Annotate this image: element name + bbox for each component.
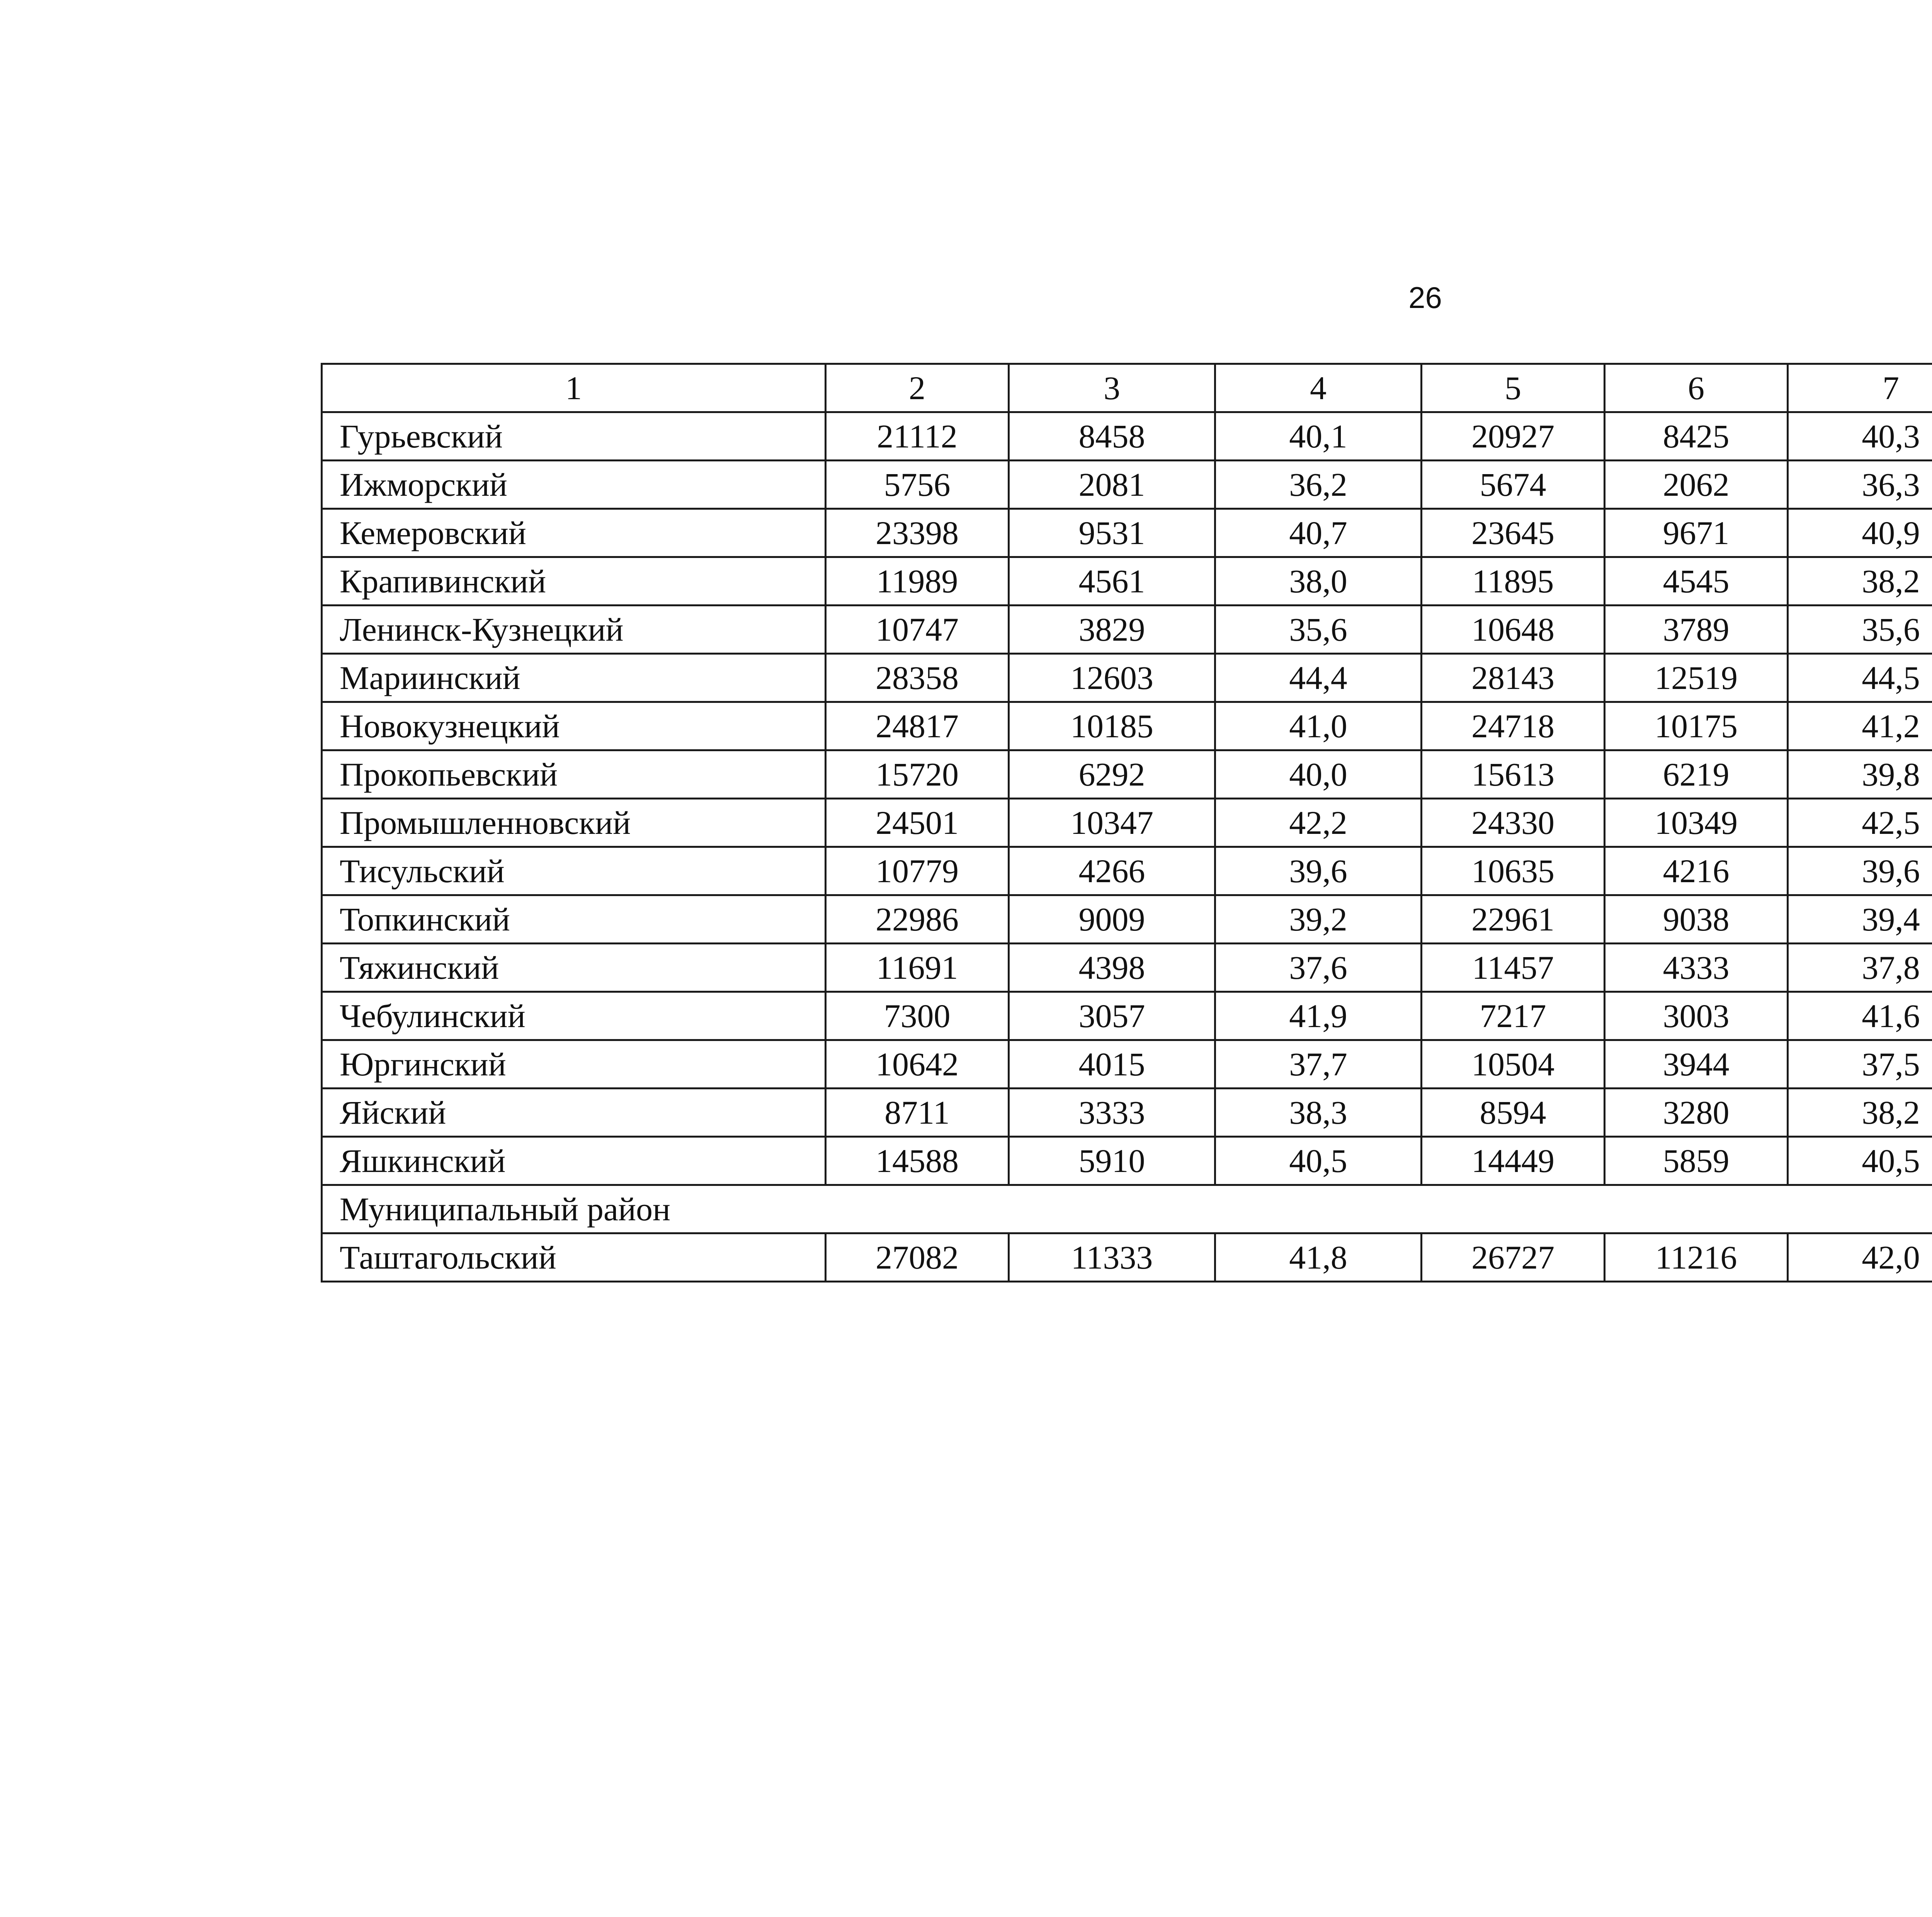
value-cell: 10747	[826, 606, 1009, 654]
value-cell: 40,7	[1215, 509, 1422, 557]
table-row	[322, 606, 1932, 654]
value-cell: 9531	[1009, 509, 1215, 557]
value-cell: 21112	[826, 412, 1009, 461]
value-cell: 24501	[826, 799, 1009, 847]
table-row	[322, 895, 1932, 944]
table-row	[322, 992, 1932, 1040]
district-name: Новокузнецкий	[322, 702, 826, 750]
table-row	[322, 509, 1932, 557]
value-cell: 41,9	[1215, 992, 1422, 1040]
value-cell: 41,2	[1788, 702, 1932, 750]
value-cell: 3057	[1009, 992, 1215, 1040]
value-cell: 9038	[1605, 895, 1788, 944]
data-table	[321, 363, 1932, 1283]
header-cell: 1	[322, 364, 826, 412]
district-name: Крапивинский	[322, 557, 826, 606]
value-cell: 8711	[826, 1089, 1009, 1137]
district-name: Топкинский	[322, 895, 826, 944]
value-cell: 15613	[1422, 750, 1605, 799]
value-cell: 10349	[1605, 799, 1788, 847]
value-cell: 28143	[1422, 654, 1605, 702]
value-cell: 37,8	[1788, 944, 1932, 992]
value-cell: 36,3	[1788, 461, 1932, 509]
value-cell: 23645	[1422, 509, 1605, 557]
value-cell: 10779	[826, 847, 1009, 895]
district-name: Промышленновский	[322, 799, 826, 847]
value-cell: 3944	[1605, 1040, 1788, 1089]
value-cell: 24718	[1422, 702, 1605, 750]
value-cell: 14588	[826, 1137, 1009, 1185]
value-cell: 38,2	[1788, 1089, 1932, 1137]
value-cell: 4333	[1605, 944, 1788, 992]
value-cell: 38,0	[1215, 557, 1422, 606]
value-cell: 8458	[1009, 412, 1215, 461]
value-cell: 41,6	[1788, 992, 1932, 1040]
value-cell: 10648	[1422, 606, 1605, 654]
district-name: Гурьевский	[322, 412, 826, 461]
value-cell: 42,2	[1215, 799, 1422, 847]
value-cell: 15720	[826, 750, 1009, 799]
value-cell: 39,4	[1788, 895, 1932, 944]
value-cell: 3003	[1605, 992, 1788, 1040]
table-row	[322, 750, 1932, 799]
value-cell: 7300	[826, 992, 1009, 1040]
value-cell: 6292	[1009, 750, 1215, 799]
table-body	[322, 364, 1932, 1282]
header-cell: 2	[826, 364, 1009, 412]
value-cell: 40,5	[1215, 1137, 1422, 1185]
district-name: Мариинский	[322, 654, 826, 702]
value-cell: 11691	[826, 944, 1009, 992]
value-cell: 35,6	[1788, 606, 1932, 654]
value-cell: 20927	[1422, 412, 1605, 461]
value-cell: 24817	[826, 702, 1009, 750]
value-cell: 26727	[1422, 1233, 1605, 1282]
value-cell: 38,2	[1788, 557, 1932, 606]
value-cell: 40,9	[1788, 509, 1932, 557]
value-cell: 11989	[826, 557, 1009, 606]
table-row	[322, 654, 1932, 702]
value-cell: 5910	[1009, 1137, 1215, 1185]
value-cell: 9671	[1605, 509, 1788, 557]
value-cell: 41,0	[1215, 702, 1422, 750]
value-cell: 10175	[1605, 702, 1788, 750]
value-cell: 8425	[1605, 412, 1788, 461]
value-cell: 27082	[826, 1233, 1009, 1282]
value-cell: 4398	[1009, 944, 1215, 992]
table-row	[322, 412, 1932, 461]
value-cell: 42,0	[1788, 1233, 1932, 1282]
header-cell: 5	[1422, 364, 1605, 412]
value-cell: 39,6	[1788, 847, 1932, 895]
value-cell: 37,5	[1788, 1040, 1932, 1089]
district-name: Яйский	[322, 1089, 826, 1137]
value-cell: 12603	[1009, 654, 1215, 702]
value-cell: 7217	[1422, 992, 1605, 1040]
section-label: Муниципальный район	[322, 1185, 1932, 1233]
header-row	[322, 364, 1932, 412]
district-name: Ижморский	[322, 461, 826, 509]
value-cell: 3280	[1605, 1089, 1788, 1137]
value-cell: 44,5	[1788, 654, 1932, 702]
value-cell: 3333	[1009, 1089, 1215, 1137]
value-cell: 12519	[1605, 654, 1788, 702]
value-cell: 3789	[1605, 606, 1788, 654]
value-cell: 4561	[1009, 557, 1215, 606]
value-cell: 40,0	[1215, 750, 1422, 799]
value-cell: 6219	[1605, 750, 1788, 799]
value-cell: 40,5	[1788, 1137, 1932, 1185]
value-cell: 2081	[1009, 461, 1215, 509]
table-row	[322, 461, 1932, 509]
value-cell: 44,4	[1215, 654, 1422, 702]
value-cell: 22961	[1422, 895, 1605, 944]
value-cell: 39,2	[1215, 895, 1422, 944]
value-cell: 35,6	[1215, 606, 1422, 654]
table-row	[322, 1137, 1932, 1185]
value-cell: 37,6	[1215, 944, 1422, 992]
value-cell: 23398	[826, 509, 1009, 557]
table-row	[322, 799, 1932, 847]
value-cell: 4216	[1605, 847, 1788, 895]
table-row	[322, 1089, 1932, 1137]
table-row	[322, 1233, 1932, 1282]
value-cell: 2062	[1605, 461, 1788, 509]
value-cell: 22986	[826, 895, 1009, 944]
value-cell: 5859	[1605, 1137, 1788, 1185]
district-name: Тисульский	[322, 847, 826, 895]
header-cell: 4	[1215, 364, 1422, 412]
district-name: Ленинск-Кузнецкий	[322, 606, 826, 654]
value-cell: 40,1	[1215, 412, 1422, 461]
value-cell: 39,6	[1215, 847, 1422, 895]
value-cell: 10504	[1422, 1040, 1605, 1089]
district-name: Яшкинский	[322, 1137, 826, 1185]
value-cell: 42,5	[1788, 799, 1932, 847]
district-name: Таштагольский	[322, 1233, 826, 1282]
district-name: Кемеровский	[322, 509, 826, 557]
page-number: 26	[1408, 281, 1442, 315]
district-name: Прокопьевский	[322, 750, 826, 799]
value-cell: 37,7	[1215, 1040, 1422, 1089]
value-cell: 4545	[1605, 557, 1788, 606]
value-cell: 38,3	[1215, 1089, 1422, 1137]
value-cell: 9009	[1009, 895, 1215, 944]
value-cell: 11895	[1422, 557, 1605, 606]
district-name: Юргинский	[322, 1040, 826, 1089]
value-cell: 4015	[1009, 1040, 1215, 1089]
value-cell: 10635	[1422, 847, 1605, 895]
value-cell: 41,8	[1215, 1233, 1422, 1282]
table-row	[322, 557, 1932, 606]
value-cell: 11333	[1009, 1233, 1215, 1282]
value-cell: 5674	[1422, 461, 1605, 509]
value-cell: 10185	[1009, 702, 1215, 750]
value-cell: 3829	[1009, 606, 1215, 654]
value-cell: 39,8	[1788, 750, 1932, 799]
table-row	[322, 847, 1932, 895]
district-name: Чебулинский	[322, 992, 826, 1040]
value-cell: 10347	[1009, 799, 1215, 847]
header-cell: 3	[1009, 364, 1215, 412]
value-cell: 4266	[1009, 847, 1215, 895]
table-row	[322, 944, 1932, 992]
header-cell: 6	[1605, 364, 1788, 412]
table-row	[322, 1040, 1932, 1089]
section-row	[322, 1185, 1932, 1233]
value-cell: 28358	[826, 654, 1009, 702]
header-cell: 7	[1788, 364, 1932, 412]
value-cell: 24330	[1422, 799, 1605, 847]
district-name: Тяжинский	[322, 944, 826, 992]
value-cell: 8594	[1422, 1089, 1605, 1137]
value-cell: 14449	[1422, 1137, 1605, 1185]
table-row	[322, 702, 1932, 750]
value-cell: 11457	[1422, 944, 1605, 992]
value-cell: 10642	[826, 1040, 1009, 1089]
value-cell: 40,3	[1788, 412, 1932, 461]
value-cell: 11216	[1605, 1233, 1788, 1282]
value-cell: 36,2	[1215, 461, 1422, 509]
value-cell: 5756	[826, 461, 1009, 509]
